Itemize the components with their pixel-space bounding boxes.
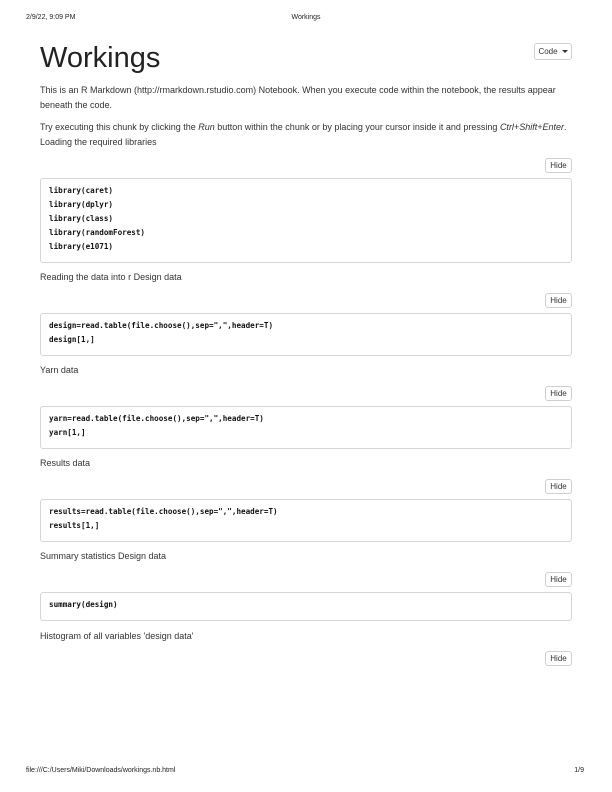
code-line: library(e1071) bbox=[49, 242, 114, 251]
section-text-yarn-data: Yarn data bbox=[40, 365, 79, 375]
print-page-number: 1/9 bbox=[574, 767, 584, 774]
intro-paragraph: This is an R Markdown (http://rmarkdown.rstudio.com) Notebook. When you execute code within the notebook, the results appear beneath the code. bbox=[40, 85, 556, 110]
instruction-text-3: . Loading the required libraries bbox=[40, 122, 567, 147]
code-line: library(class) bbox=[49, 214, 114, 223]
code-chunk-design[interactable] bbox=[40, 313, 572, 356]
hide-button-chunk-6[interactable]: Hide bbox=[545, 651, 572, 666]
hide-button-chunk-2[interactable]: Hide bbox=[545, 293, 572, 308]
section-text-results-data: Results data bbox=[40, 458, 91, 468]
instruction-text-2: button within the chunk or by placing your cursor inside it and pressing bbox=[214, 122, 500, 132]
code-line: design[1,] bbox=[49, 335, 95, 344]
code-line: summary(design) bbox=[49, 600, 118, 609]
code-chunk-results[interactable] bbox=[40, 499, 572, 542]
section-text-design-data: Reading the data into r Design data bbox=[40, 272, 182, 282]
code-chunk-libraries[interactable] bbox=[40, 178, 572, 263]
code-button-label: Code bbox=[538, 47, 558, 56]
caret-down-icon bbox=[562, 50, 568, 53]
code-line: yarn=read.table(file.choose(),sep=",",header=T) bbox=[49, 414, 264, 423]
hide-button-chunk-4[interactable]: Hide bbox=[545, 479, 572, 494]
section-text-histogram: Histogram of all variables 'design data' bbox=[40, 631, 194, 641]
instruction-paragraph bbox=[40, 120, 572, 150]
code-line: results=read.table(file.choose(),sep=",",header=T) bbox=[49, 507, 278, 516]
code-line: results[1,] bbox=[49, 521, 100, 530]
code-line: yarn[1,] bbox=[49, 428, 86, 437]
code-chunk-summary[interactable] bbox=[40, 592, 572, 621]
print-datetime: 2/9/22, 9:09 PM bbox=[26, 14, 76, 21]
hide-button-chunk-5[interactable]: Hide bbox=[545, 572, 572, 587]
shortcut-keys: Ctrl+Shift+Enter bbox=[499, 122, 564, 132]
run-keyword: Run bbox=[198, 122, 215, 132]
code-line: library(caret) bbox=[49, 186, 114, 195]
hide-button-chunk-3[interactable]: Hide bbox=[545, 386, 572, 401]
section-text-summary-statistics: Summary statistics Design data bbox=[40, 551, 167, 561]
print-file-path: file:///C:/Users/Miki/Downloads/workings.nb.html bbox=[26, 767, 176, 774]
code-chunk-yarn[interactable] bbox=[40, 406, 572, 449]
print-title: Workings bbox=[291, 14, 321, 21]
code-line: library(dplyr) bbox=[49, 200, 114, 209]
hide-button-chunk-1[interactable]: Hide bbox=[545, 158, 572, 173]
code-dropdown-button[interactable] bbox=[534, 43, 572, 60]
code-line: library(randomForest) bbox=[49, 228, 146, 237]
instruction-text-1: Try executing this chunk by clicking the bbox=[40, 122, 199, 132]
code-line: design=read.table(file.choose(),sep=",",header=T) bbox=[49, 321, 274, 330]
page-title: Workings bbox=[40, 42, 161, 74]
